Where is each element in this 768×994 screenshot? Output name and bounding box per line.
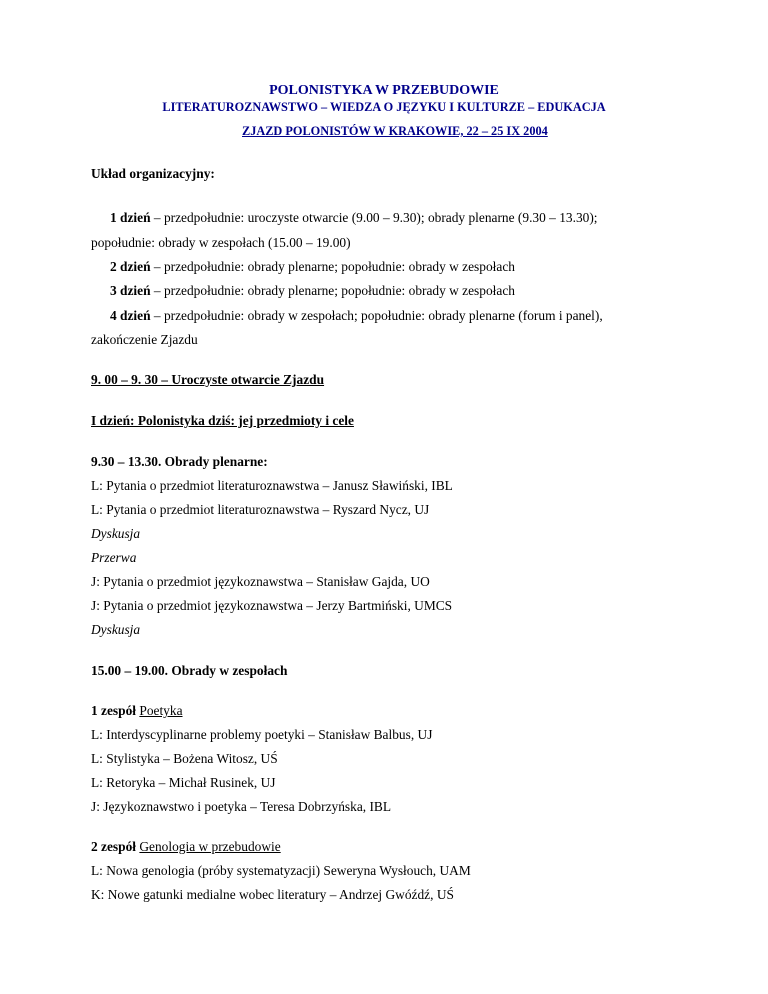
plenary-discussion: Dyskusja bbox=[91, 526, 141, 541]
plenary-discussion: Dyskusja bbox=[91, 622, 141, 637]
document-subtitle: LITERATUROZNAWSTWO – WIEDZA O JĘZYKU I KULTURZE – EDUKACJA bbox=[162, 100, 606, 114]
plenary-break: Przerwa bbox=[91, 550, 137, 565]
organization-heading: Układ organizacyjny: bbox=[91, 166, 215, 181]
group-1-item: L: Interdyscyplinarne problemy poetyki – Stanisław Balbus, UJ bbox=[91, 727, 433, 742]
day-1-line: 1 dzień – przedpołudnie: uroczyste otwarcie (9.00 – 9.30); obrady plenarne (9.30 – 13.30); bbox=[110, 210, 598, 225]
document-title: POLONISTYKA W PRZEBUDOWIE bbox=[269, 83, 499, 98]
day-4-line: 4 dzień – przedpołudnie: obrady w zespołach; popołudnie: obrady plenarne (forum i panel), bbox=[110, 308, 603, 323]
group-1-item: L: Stylistyka – Bożena Witosz, UŚ bbox=[91, 751, 278, 766]
group-2-item: K: Nowe gatunki medialne wobec literatury – Andrzej Gwóźdź, UŚ bbox=[91, 887, 454, 902]
day-1-continuation: popołudnie: obrady w zespołach (15.00 – 19.00) bbox=[91, 235, 351, 250]
plenary-heading: 9.30 – 13.30. Obrady plenarne: bbox=[91, 454, 268, 469]
event-title: ZJAZD POLONISTÓW W KRAKOWIE, 22 – 25 IX 2004 bbox=[242, 124, 548, 138]
day1-heading: I dzień: Polonistyka dziś: jej przedmioty i cele bbox=[91, 413, 354, 428]
group-1-item: J: Językoznawstwo i poetyka – Teresa Dobrzyńska, IBL bbox=[91, 799, 392, 814]
groups-heading: 15.00 – 19.00. Obrady w zespołach bbox=[91, 663, 288, 678]
group-2-item: L: Nowa genologia (próby systematyzacji) Seweryna Wysłouch, UAM bbox=[91, 863, 471, 878]
group-1-item: L: Retoryka – Michał Rusinek, UJ bbox=[91, 775, 276, 790]
day-4-continuation: zakończenie Zjazdu bbox=[91, 332, 198, 347]
plenary-item: L: Pytania o przedmiot literaturoznawstwa – Janusz Sławiński, IBL bbox=[91, 478, 453, 493]
plenary-item: J: Pytania o przedmiot językoznawstwa – Jerzy Bartmiński, UMCS bbox=[91, 598, 453, 613]
day-2-line: 2 dzień – przedpołudnie: obrady plenarne; popołudnie: obrady w zespołach bbox=[110, 259, 515, 274]
opening-session-heading: 9. 00 – 9. 30 – Uroczyste otwarcie Zjazdu bbox=[91, 372, 325, 387]
day-3-line: 3 dzień – przedpołudnie: obrady plenarne; popołudnie: obrady w zespołach bbox=[110, 283, 515, 298]
group-2-heading: 2 zespół Genologia w przebudowie bbox=[91, 839, 281, 854]
group-1-heading: 1 zespół Poetyka bbox=[91, 703, 183, 718]
plenary-item: L: Pytania o przedmiot literaturoznawstwa – Ryszard Nycz, UJ bbox=[91, 502, 430, 517]
plenary-item: J: Pytania o przedmiot językoznawstwa – Stanisław Gajda, UO bbox=[91, 574, 430, 589]
